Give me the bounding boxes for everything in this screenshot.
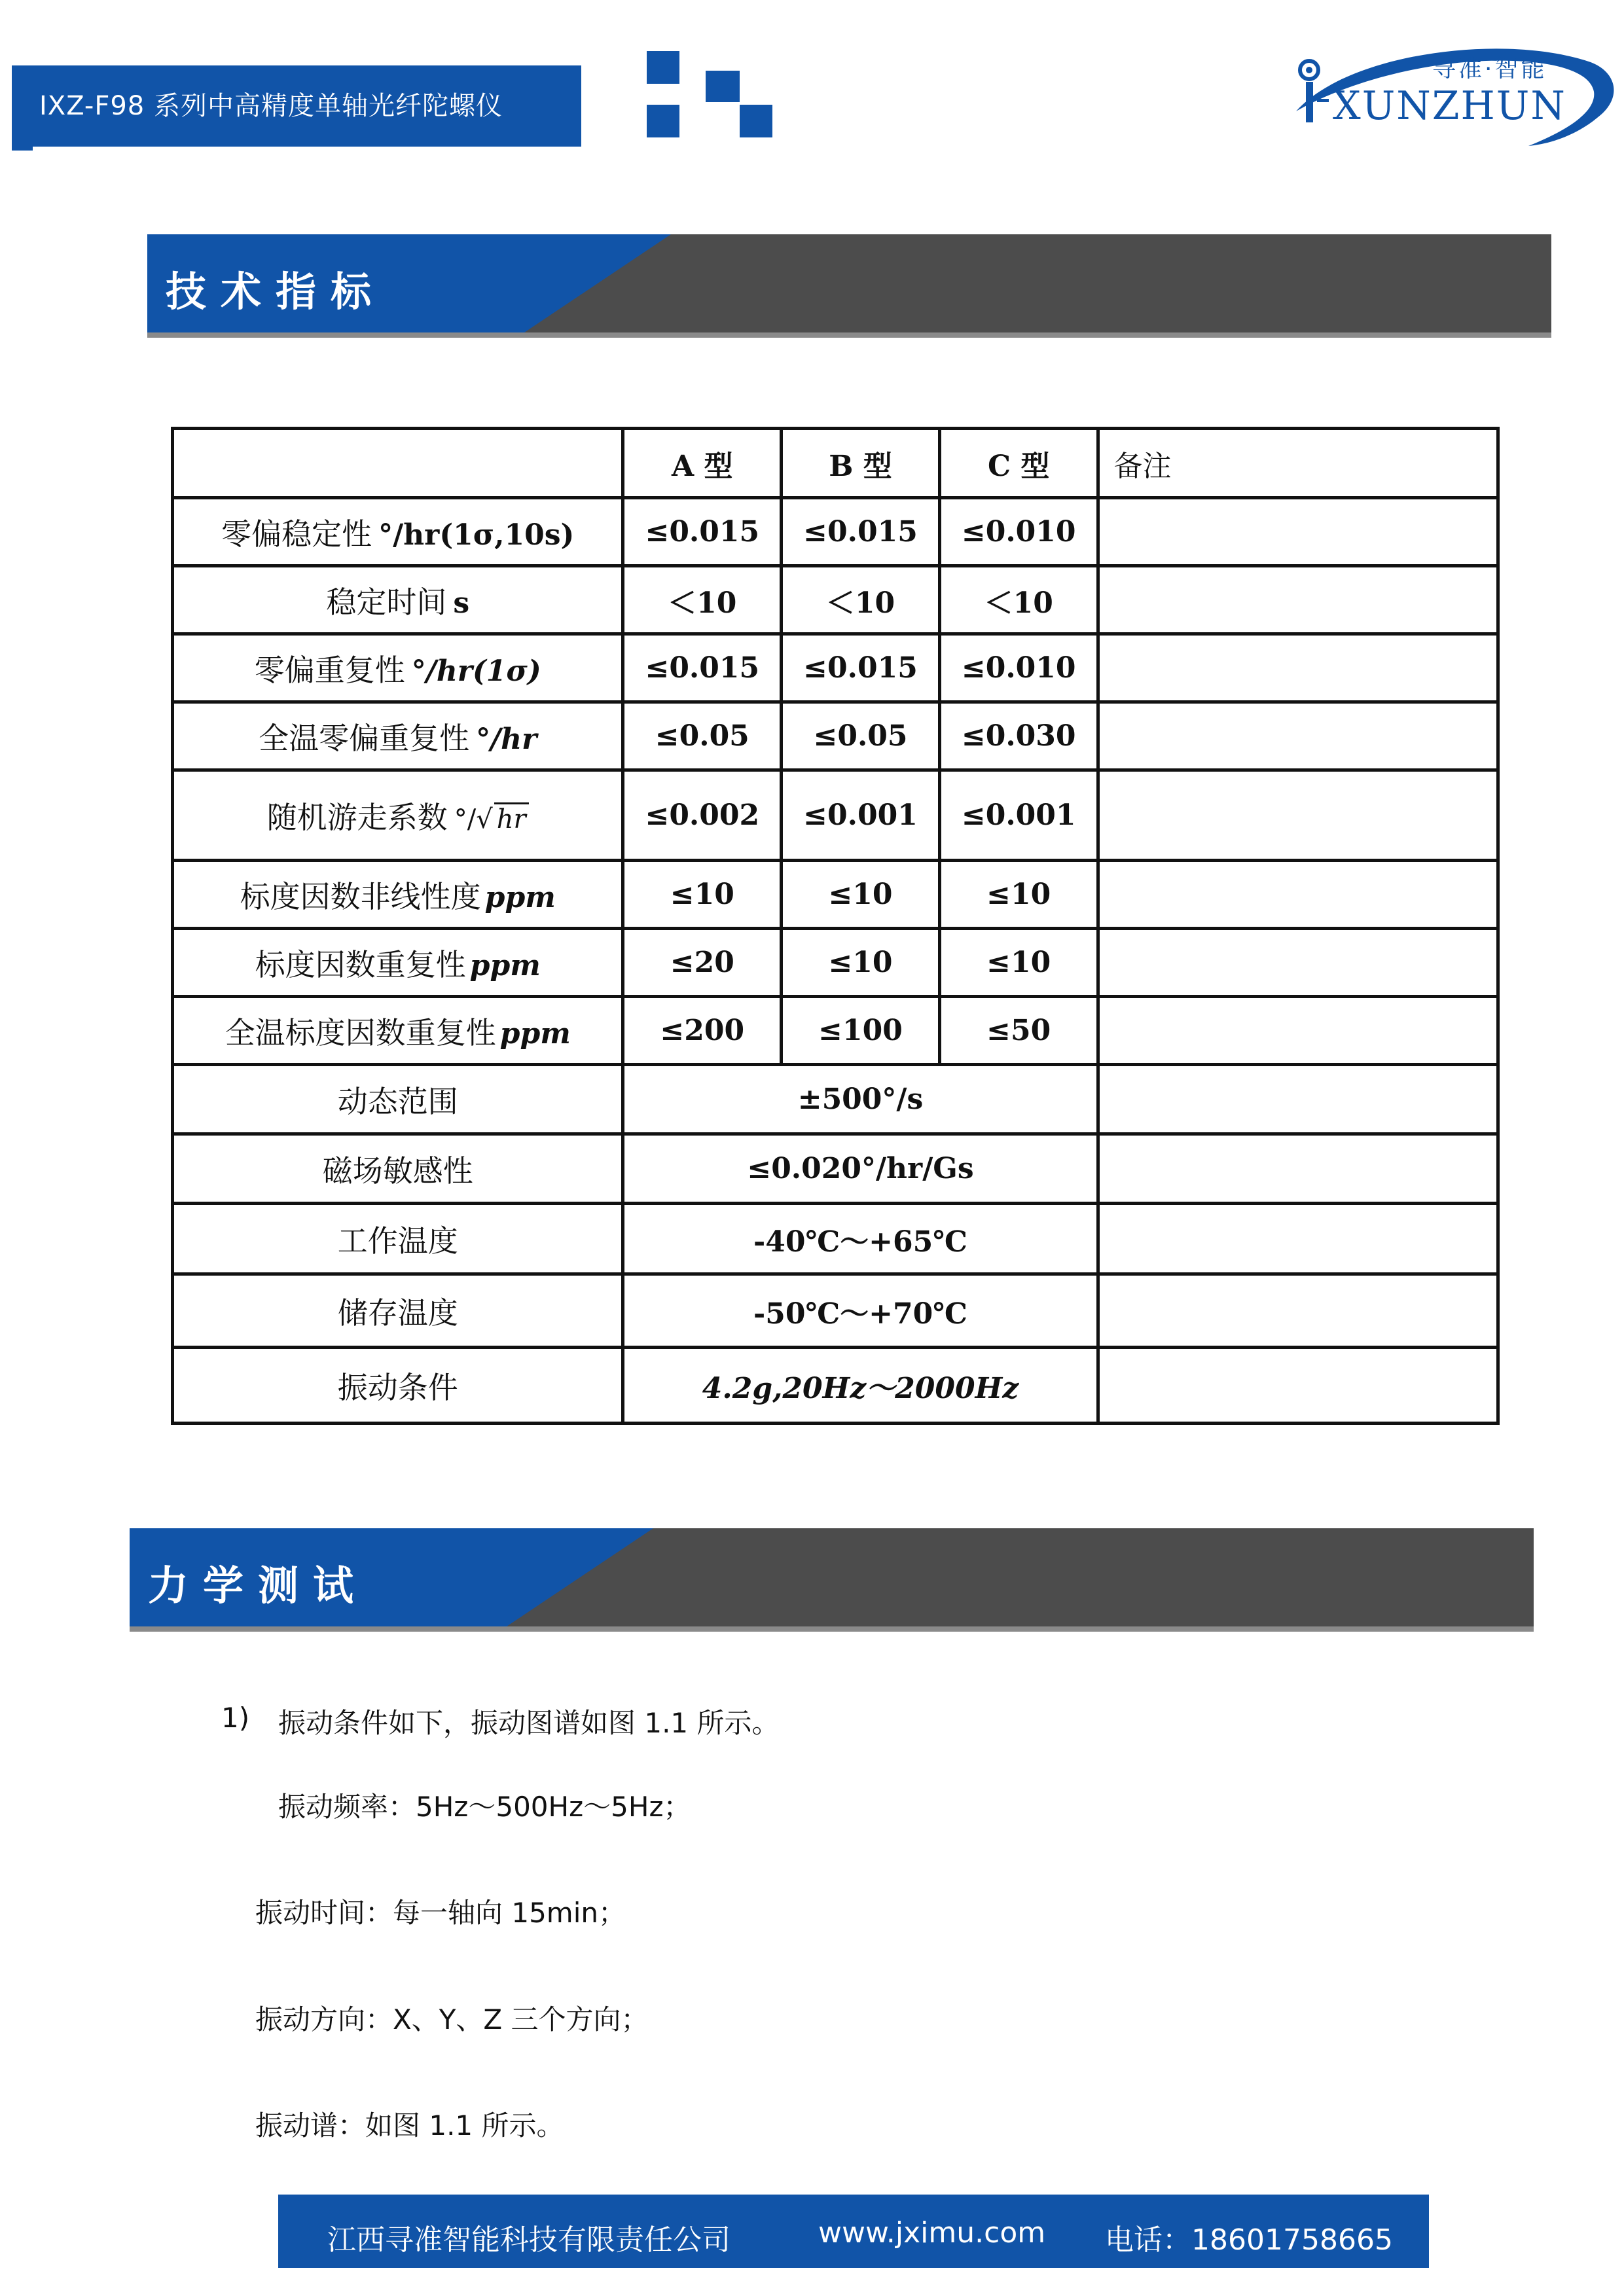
note-cell <box>1098 498 1498 566</box>
document-title: IXZ-F98 系列中高精度单轴光纤陀螺仪 <box>39 91 503 121</box>
note-cell <box>1098 1204 1498 1274</box>
table-row <box>173 929 1498 997</box>
table-row <box>173 861 1498 929</box>
note-cell <box>1098 1134 1498 1204</box>
footer-company: 江西寻准智能科技有限责任公司 <box>327 2223 731 2257</box>
table-header-row <box>173 429 1498 498</box>
table-row <box>173 702 1498 770</box>
header-cell-empty <box>173 429 623 498</box>
param-name: 振动条件 <box>173 1348 623 1424</box>
value-a: ≤0.015 <box>623 498 782 566</box>
merged-value: ±500°/s <box>623 1065 1098 1134</box>
param-name: 动态范围 <box>173 1065 623 1134</box>
value-c: ≤50 <box>939 997 1098 1065</box>
value-c: ＜10 <box>939 566 1098 634</box>
value-a: ≤0.015 <box>623 634 782 702</box>
vibration-spectrum: 振动谱：如图 1.1 所示。 <box>255 2109 564 2142</box>
note-cell <box>1098 1274 1498 1348</box>
value-c: ≤0.010 <box>939 498 1098 566</box>
vibration-direction: 振动方向：X、Y、Z 三个方向； <box>255 2003 649 2036</box>
param-name: 稳定时间 s <box>173 566 623 634</box>
param-name: 零偏稳定性 °/hr(1σ,10s) <box>173 498 623 566</box>
param-name: 标度因数非线性度 ppm <box>173 861 623 929</box>
note-cell <box>1098 566 1498 634</box>
param-name: 全温标度因数重复性 ppm <box>173 997 623 1065</box>
value-b: ≤0.015 <box>782 498 940 566</box>
decor-square <box>647 51 679 84</box>
merged-value: -50℃～+70℃ <box>623 1274 1098 1348</box>
merged-value: 4.2g,20Hz～2000Hz <box>623 1348 1098 1424</box>
table-row <box>173 997 1498 1065</box>
value-b: ≤100 <box>782 997 940 1065</box>
section-title: 技术指标 <box>166 268 386 315</box>
footer-phone: 电话：18601758665 <box>1105 2223 1393 2257</box>
param-name: 储存温度 <box>173 1274 623 1348</box>
header-cell-note: 备注 <box>1098 429 1498 498</box>
note-cell <box>1098 929 1498 997</box>
table-row <box>173 498 1498 566</box>
value-c: ≤10 <box>939 861 1098 929</box>
merged-value: ≤0.020°/hr/Gs <box>623 1134 1098 1204</box>
value-a: ＜10 <box>623 566 782 634</box>
param-name: 全温零偏重复性 °/hr <box>173 702 623 770</box>
note-cell <box>1098 861 1498 929</box>
vibration-frequency: 振动频率：5Hz～500Hz～5Hz； <box>278 1791 691 1823</box>
note-cell <box>1098 1348 1498 1424</box>
section-title: 力学测试 <box>148 1562 369 1609</box>
header-cell-a: A 型 <box>623 429 782 498</box>
param-name: 零偏重复性 °/hr(1σ) <box>173 634 623 702</box>
note-cell <box>1098 997 1498 1065</box>
section-banner-mech <box>130 1528 1534 1626</box>
table-row <box>173 1348 1498 1424</box>
param-name: 标度因数重复性 ppm <box>173 929 623 997</box>
table-row <box>173 1065 1498 1134</box>
value-c: ≤0.001 <box>939 770 1098 861</box>
merged-value: -40℃～+65℃ <box>623 1204 1098 1274</box>
value-b: ≤10 <box>782 929 940 997</box>
table-row <box>173 566 1498 634</box>
value-a: ≤20 <box>623 929 782 997</box>
table-row <box>173 1274 1498 1348</box>
table-row <box>173 770 1498 861</box>
company-logo <box>1270 36 1623 154</box>
value-b: ≤0.015 <box>782 634 940 702</box>
logo-brand-en: XUNZHUN <box>1333 83 1566 129</box>
note-cell <box>1098 1065 1498 1134</box>
vibration-duration: 振动时间：每一轴向 15min； <box>255 1897 626 1929</box>
param-name: 工作温度 <box>173 1204 623 1274</box>
list-number: 1) <box>221 1702 250 1734</box>
note-cell <box>1098 770 1498 861</box>
param-name: 磁场敏感性 <box>173 1134 623 1204</box>
note-cell <box>1098 702 1498 770</box>
decor-square <box>706 71 740 102</box>
table-row <box>173 1204 1498 1274</box>
logo-brand-cn: 寻准·智能 <box>1432 56 1547 82</box>
value-b: ＜10 <box>782 566 940 634</box>
value-b: ≤10 <box>782 861 940 929</box>
table-row <box>173 634 1498 702</box>
decor-square <box>647 105 679 137</box>
value-a: ≤200 <box>623 997 782 1065</box>
note-cell <box>1098 634 1498 702</box>
intro-text: 振动条件如下，振动图谱如图 1.1 所示。 <box>278 1707 780 1739</box>
value-b: ≤0.001 <box>782 770 940 861</box>
header-cell-b: B 型 <box>782 429 940 498</box>
value-c: ≤0.010 <box>939 634 1098 702</box>
value-b: ≤0.05 <box>782 702 940 770</box>
param-name: 随机游走系数 °/√ hr <box>173 770 623 861</box>
section-banner-spec <box>147 234 1551 332</box>
value-c: ≤10 <box>939 929 1098 997</box>
header-band-notch <box>12 147 33 151</box>
spec-table <box>171 427 1500 1425</box>
footer-website[interactable]: www.jximu.com <box>818 2216 1046 2250</box>
value-a: ≤0.05 <box>623 702 782 770</box>
value-c: ≤0.030 <box>939 702 1098 770</box>
header-cell-c: C 型 <box>939 429 1098 498</box>
table-row <box>173 1134 1498 1204</box>
value-a: ≤0.002 <box>623 770 782 861</box>
value-a: ≤10 <box>623 861 782 929</box>
decor-square <box>740 105 772 137</box>
